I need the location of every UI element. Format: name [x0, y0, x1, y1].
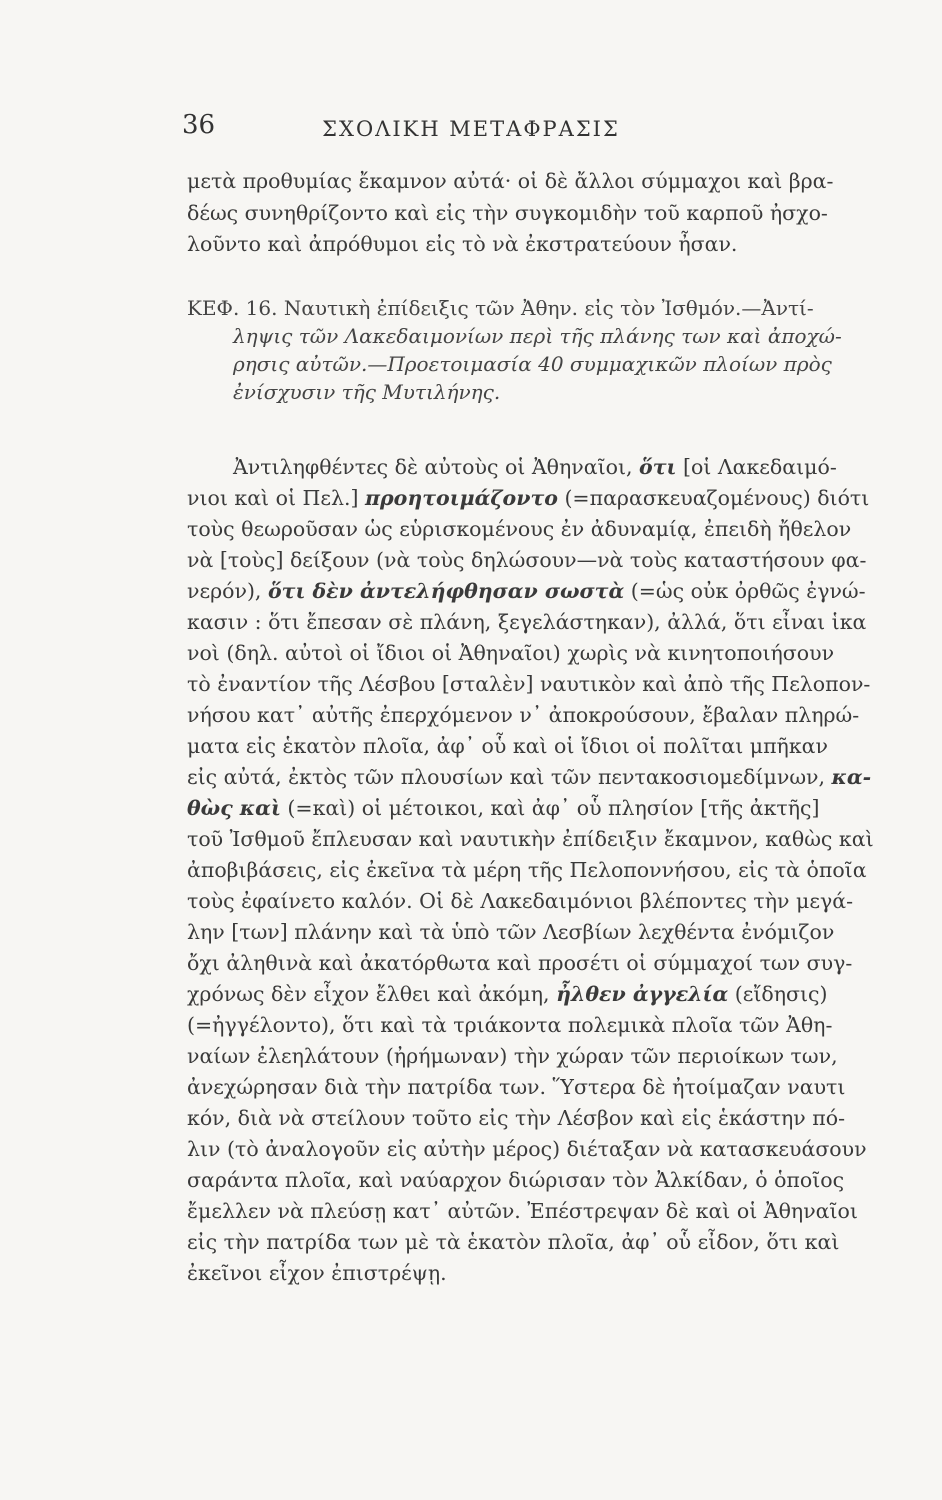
text-line [187, 731, 907, 762]
text-line: μετὰ προθυμίας ἔκαμνον αὐτά· οἱ δὲ ἄλλοι σύμμαχοι καὶ βρα- [187, 169, 834, 193]
text-line [187, 545, 907, 576]
text-segment: ἀνεχώρησαν διὰ τὴν πατρίδα των. Ὕστερα δὲ ἠτοίμαζαν ναυτι [187, 1075, 846, 1099]
text-line [187, 855, 907, 886]
text-segment: ἀποβιβάσεις, εἰς ἐκεῖνα τὰ μέρη τῆς Πελοποννήσου, εἰς τὰ ὁποῖα [187, 858, 867, 882]
text-line [187, 1041, 907, 1072]
text-segment: τὸ ἐναντίον τῆς Λέσβου [σταλὲν] ναυτικὸν καὶ ἀπὸ τῆς Πελοπον- [187, 672, 871, 696]
text-segment: νὰ [τοὺς] δείξουν (νὰ τοὺς δηλώσουν—νὰ τοὺς καταστήσουν φα- [187, 548, 867, 572]
text-segment: ὄχι ἀληθινὰ καὶ ἀκατόρθωτα καὶ προσέτι οἱ σύμμαχοί των συγ- [187, 951, 853, 975]
text-segment: λιν (τὸ ἀναλογοῦν εἰς αὐτὴν μέρος) διέταξαν νὰ κατασκευάσουν [187, 1137, 867, 1161]
text-line [187, 1165, 907, 1196]
chapter-heading: ΚΕΦ. 16. Ναυτικὴ ἐπίδειξις τῶν Ἀθην. εἰς τὸν Ἰσθμόν.—Ἀντί- [187, 296, 814, 320]
emphasized-term: ὅτι [639, 455, 677, 479]
intro-paragraph [187, 166, 907, 261]
emphasized-term: θὼς καὶ [187, 796, 281, 820]
text-line [187, 886, 907, 917]
text-segment: νιοι καὶ οἱ Πελ.] [187, 486, 366, 510]
text-line [187, 452, 907, 483]
text-line: λοῦντο καὶ ἀπρόθυμοι εἰς τὸ νὰ ἐκστρατεύουν ἦσαν. [187, 232, 738, 256]
text-line [187, 979, 907, 1010]
text-segment: κόν, διὰ νὰ στείλουν τοῦτο εἰς τὴν Λέσβον καὶ εἰς ἑκάστην πό- [187, 1106, 846, 1130]
text-line [187, 1227, 907, 1258]
text-segment: χρόνως δὲν εἶχον ἔλθει καὶ ἀκόμη, [187, 982, 557, 1006]
text-segment: (=καὶ) οἱ μέτοικοι, καὶ ἀφ᾽ οὗ πλησίον [τῆς ἀκτῆς] [280, 796, 820, 820]
text-segment: ναίων ἐλεηλάτουν (ἠρήμωναν) τὴν χώραν τῶν περιοίκων των, [187, 1044, 838, 1068]
text-segment: (=παρασκευαζομένους) διότι [557, 486, 870, 510]
text-line [187, 483, 907, 514]
text-segment: ματα εἰς ἑκατὸν πλοῖα, ἀφ᾽ οὗ καὶ οἱ ἴδιοι οἱ πολῖται μπῆκαν [187, 734, 828, 758]
text-segment: κασιν : ὅτι ἔπεσαν σὲ πλάνη, ξεγελάστηκαν), ἀλλά, ὅτι εἶναι ἱκα [187, 610, 867, 634]
text-segment: ἔμελλεν νὰ πλεύσῃ κατ᾽ αὐτῶν. Ἐπέστρεψαν δὲ καὶ οἱ Ἀθηναῖοι [187, 1199, 858, 1223]
text-segment: τοὺς ἐφαίνετο καλόν. Οἱ δὲ Λακεδαιμόνιοι βλέποντες τὴν μεγά- [187, 889, 853, 913]
text-line [187, 793, 907, 824]
text-line [187, 514, 907, 545]
text-line [187, 1072, 907, 1103]
text-segment: (=ὡς οὐκ ὀρθῶς ἐγνώ- [624, 579, 866, 603]
text-segment: νοὶ (δηλ. αὐτοὶ οἱ ἴδιοι οἱ Ἀθηναῖοι) χωρὶς νὰ κινητοποιήσουν [187, 641, 835, 665]
text-segment: τοὺς θεωροῦσαν ὡς εὑρισκομένους ἐν ἀδυναμίᾳ, ἐπειδὴ ἤθελον [187, 517, 852, 541]
text-line [187, 1103, 907, 1134]
text-segment: λην [των] πλάνην καὶ τὰ ὑπὸ τῶν Λεσβίων λεχθέντα ἐνόμιζον [187, 920, 835, 944]
emphasized-term: ἦλθεν ἀγγελία [556, 982, 729, 1006]
chapter-summary [187, 294, 907, 406]
text-segment: [οἱ Λακεδαιμό- [676, 455, 837, 479]
text-line [187, 1010, 907, 1041]
text-segment: εἰς αὐτά, ἐκτὸς τῶν πλουσίων καὶ τῶν πεντακοσιομεδίμνων, [187, 765, 832, 789]
text-line [187, 948, 907, 979]
main-paragraph [187, 452, 907, 1289]
text-segment: (εἴδησις) [728, 982, 828, 1006]
text-segment: τοῦ Ἰσθμοῦ ἔπλευσαν καὶ ναυτικὴν ἐπίδειξιν ἔκαμνον, καθὼς καὶ [187, 827, 874, 851]
text-segment: νερόν), [187, 579, 268, 603]
emphasized-term: προητοιμάζοντο [365, 486, 558, 510]
text-line [187, 576, 907, 607]
text-line [187, 607, 907, 638]
text-line [187, 917, 907, 948]
text-segment: Ἀντιληφθέντες δὲ αὐτοὺς οἱ Ἀθηναῖοι, [233, 455, 640, 479]
emphasized-term: κα- [831, 765, 872, 789]
page-number: 36 [182, 110, 216, 140]
text-segment: σαράντα πλοῖα, καὶ ναύαρχον διώρισαν τὸν Ἀλκίδαν, ὁ ὁποῖος [187, 1168, 845, 1192]
chapter-summary-line: ληψις τῶν Λακεδαιμονίων περὶ τῆς πλάνης των καὶ ἀποχώ- [233, 324, 842, 348]
text-line [187, 762, 907, 793]
emphasized-term: ὅτι δὲν ἀντελήφθησαν σωστὰ [267, 579, 625, 603]
text-segment: ἐκεῖνοι εἶχον ἐπιστρέψῃ. [187, 1261, 447, 1285]
chapter-summary-line: ἐνίσχυσιν τῆς Μυτιλήνης. [233, 380, 501, 404]
text-segment: εἰς τὴν πατρίδα των μὲ τὰ ἑκατὸν πλοῖα, ἀφ᾽ οὗ εἶδον, ὅτι καὶ [187, 1230, 840, 1254]
running-title: ΣΧΟΛΙΚΗ ΜΕΤΑΦΡΑΣΙΣ [322, 117, 620, 141]
text-line [187, 700, 907, 731]
text-line [187, 669, 907, 700]
chapter-summary-line: ρησις αὐτῶν.—Προετοιμασία 40 συμμαχικῶν πλοίων πρὸς [233, 352, 832, 376]
text-line [187, 1258, 907, 1289]
text-line [187, 1134, 907, 1165]
text-line [187, 638, 907, 669]
text-segment: (=ἠγγέλοντο), ὅτι καὶ τὰ τριάκοντα πολεμικὰ πλοῖα τῶν Ἀθη- [187, 1013, 833, 1037]
text-line [187, 1196, 907, 1227]
text-line [187, 824, 907, 855]
text-line: δέως συνηθρίζοντο καὶ εἰς τὴν συγκομιδὴν τοῦ καρποῦ ἠσχο- [187, 200, 828, 225]
text-segment: νήσου κατ᾽ αὐτῆς ἐπερχόμενον ν᾽ ἀποκρούσουν, ἔβαλαν πληρώ- [187, 703, 860, 727]
